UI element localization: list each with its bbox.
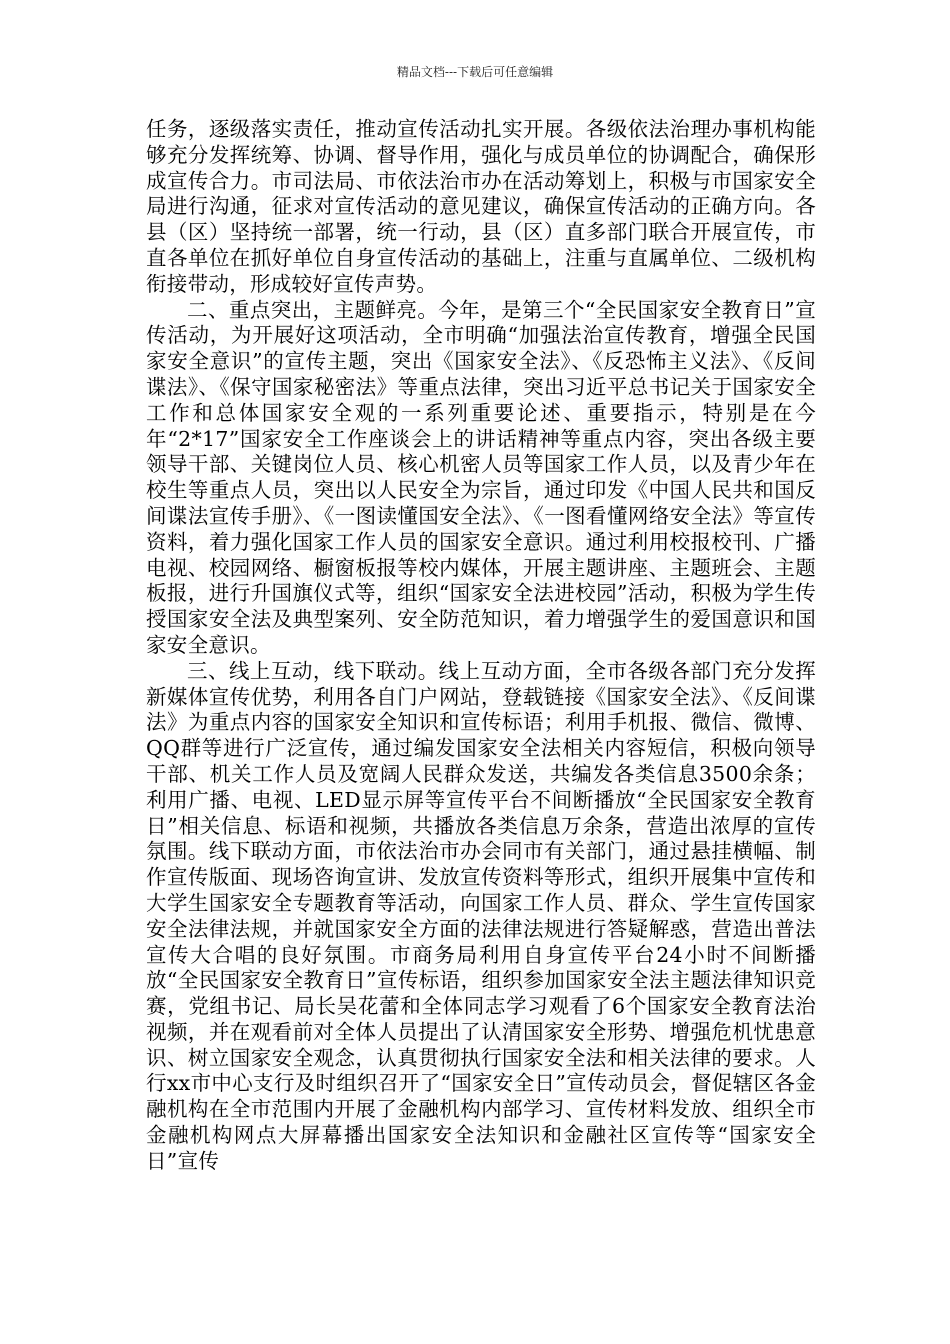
page-header: 精品文档---下载后可任意编辑 [396, 65, 554, 79]
paragraph-continuation: 任务，逐级落实责任，推动宣传活动扎实开展。各级依法治理办事机构能够充分发挥统筹、协调、督导作用，强化与成员单位的协调配合，确保形成宣传合力。市司法局、市依法治市办在活动筹划上，积极与市国家安全局进行沟通，征求对宣传活动的意见建议，确保宣传活动的正确方向。各县（区）坚持统一部署，统一行动，县（区）直多部门联合开展宣传，市直各单位在抓好单位自身宣传活动的基础上，注重与直属单位、二级机构衔接带动，形成较好宣传声势。 [146, 117, 816, 296]
paragraph-online-offline: 三、线上互动，线下联动。线上互动方面，全市各级各部门充分发挥新媒体宣传优势，利用各自门户网站，登载链接《国家安全法》、《反间谍法》为重点内容的国家安全知识和宣传标语；利用手机报、微信、微博、QQ群等进行广泛宣传，通过编发国家安全法相关内容短信，积极向领导干部、机关工作人员及宽阔人民群众发送，共编发各类信息3500余条；利用广播、电视、LED显示屏等宣传平台不间断播放“全民国家安全教育日”相关信息、标语和视频，共播放各类信息万余条，营造出浓厚的宣传氛围。线下联动方面，市依法治市办会同市有关部门，通过悬挂横幅、制作宣传版面、现场咨询宣讲、发放宣传资料等形式，组织开展集中宣传和大学生国家安全专题教育等活动，向国家工作人员、群众、学生宣传国家安全法律法规，并就国家安全方面的法律法规进行答疑解惑，营造出普法宣传大合唱的良好氛围。市商务局利用自身宣传平台24小时不间断播放“全民国家安全教育日”宣传标语，组织参加国家安全法主题法律知识竞赛，党组书记、局长吴花蕾和全体同志学习观看了6个国家安全教育法治视频，并在观看前对全体人员提出了认清国家安全形势、增强危机忧患意识、树立国家安全观念，认真贯彻执行国家安全法和相关法律的要求。人行xx市中心支行及时组织召开了“国家安全日”宣传动员会，督促辖区各金融机构在全市范围内开展了金融机构内部学习、宣传材料发放、组织全市金融机构网点大屏幕播出国家安全法知识和金融社区宣传等“国家安全日”宣传 [146, 658, 816, 1173]
paragraph-key-points: 二、重点突出，主题鲜亮。今年，是第三个“全民国家安全教育日”宣传活动，为开展好这项活动，全市明确“加强法治宣传教育，增强全民国家安全意识”的宣传主题，突出《国家安全法》、《反恐怖主义法》、《反间谍法》、《保守国家秘密法》等重点法律，突出习近平总书记关于国家安全工作和总体国家安全观的一系列重要论述、重要指示，特别是在今年“2*17”国家安全工作座谈会上的讲话精神等重点内容，突出各级主要领导干部、关键岗位人员、核心机密人员等国家工作人员，以及青少年在校生等重点人员，突出以人民安全为宗旨，通过印发《中国人民共和国反间谍法宣传手册》、《一图读懂国安全法》、《一图看懂网络安全法》等宣传资料，着力强化国家工作人员的国家安全意识。通过利用校报校刊、广播电视、校园网络、橱窗板报等校内媒体，开展主题讲座、主题班会、主题板报，进行升国旗仪式等，组织“国家安全法进校园”活动，积极为学生传授国家安全法及典型案列、安全防范知识，着力增强学生的爱国意识和国家安全意识。 [146, 297, 816, 657]
document-body [146, 117, 816, 1175]
